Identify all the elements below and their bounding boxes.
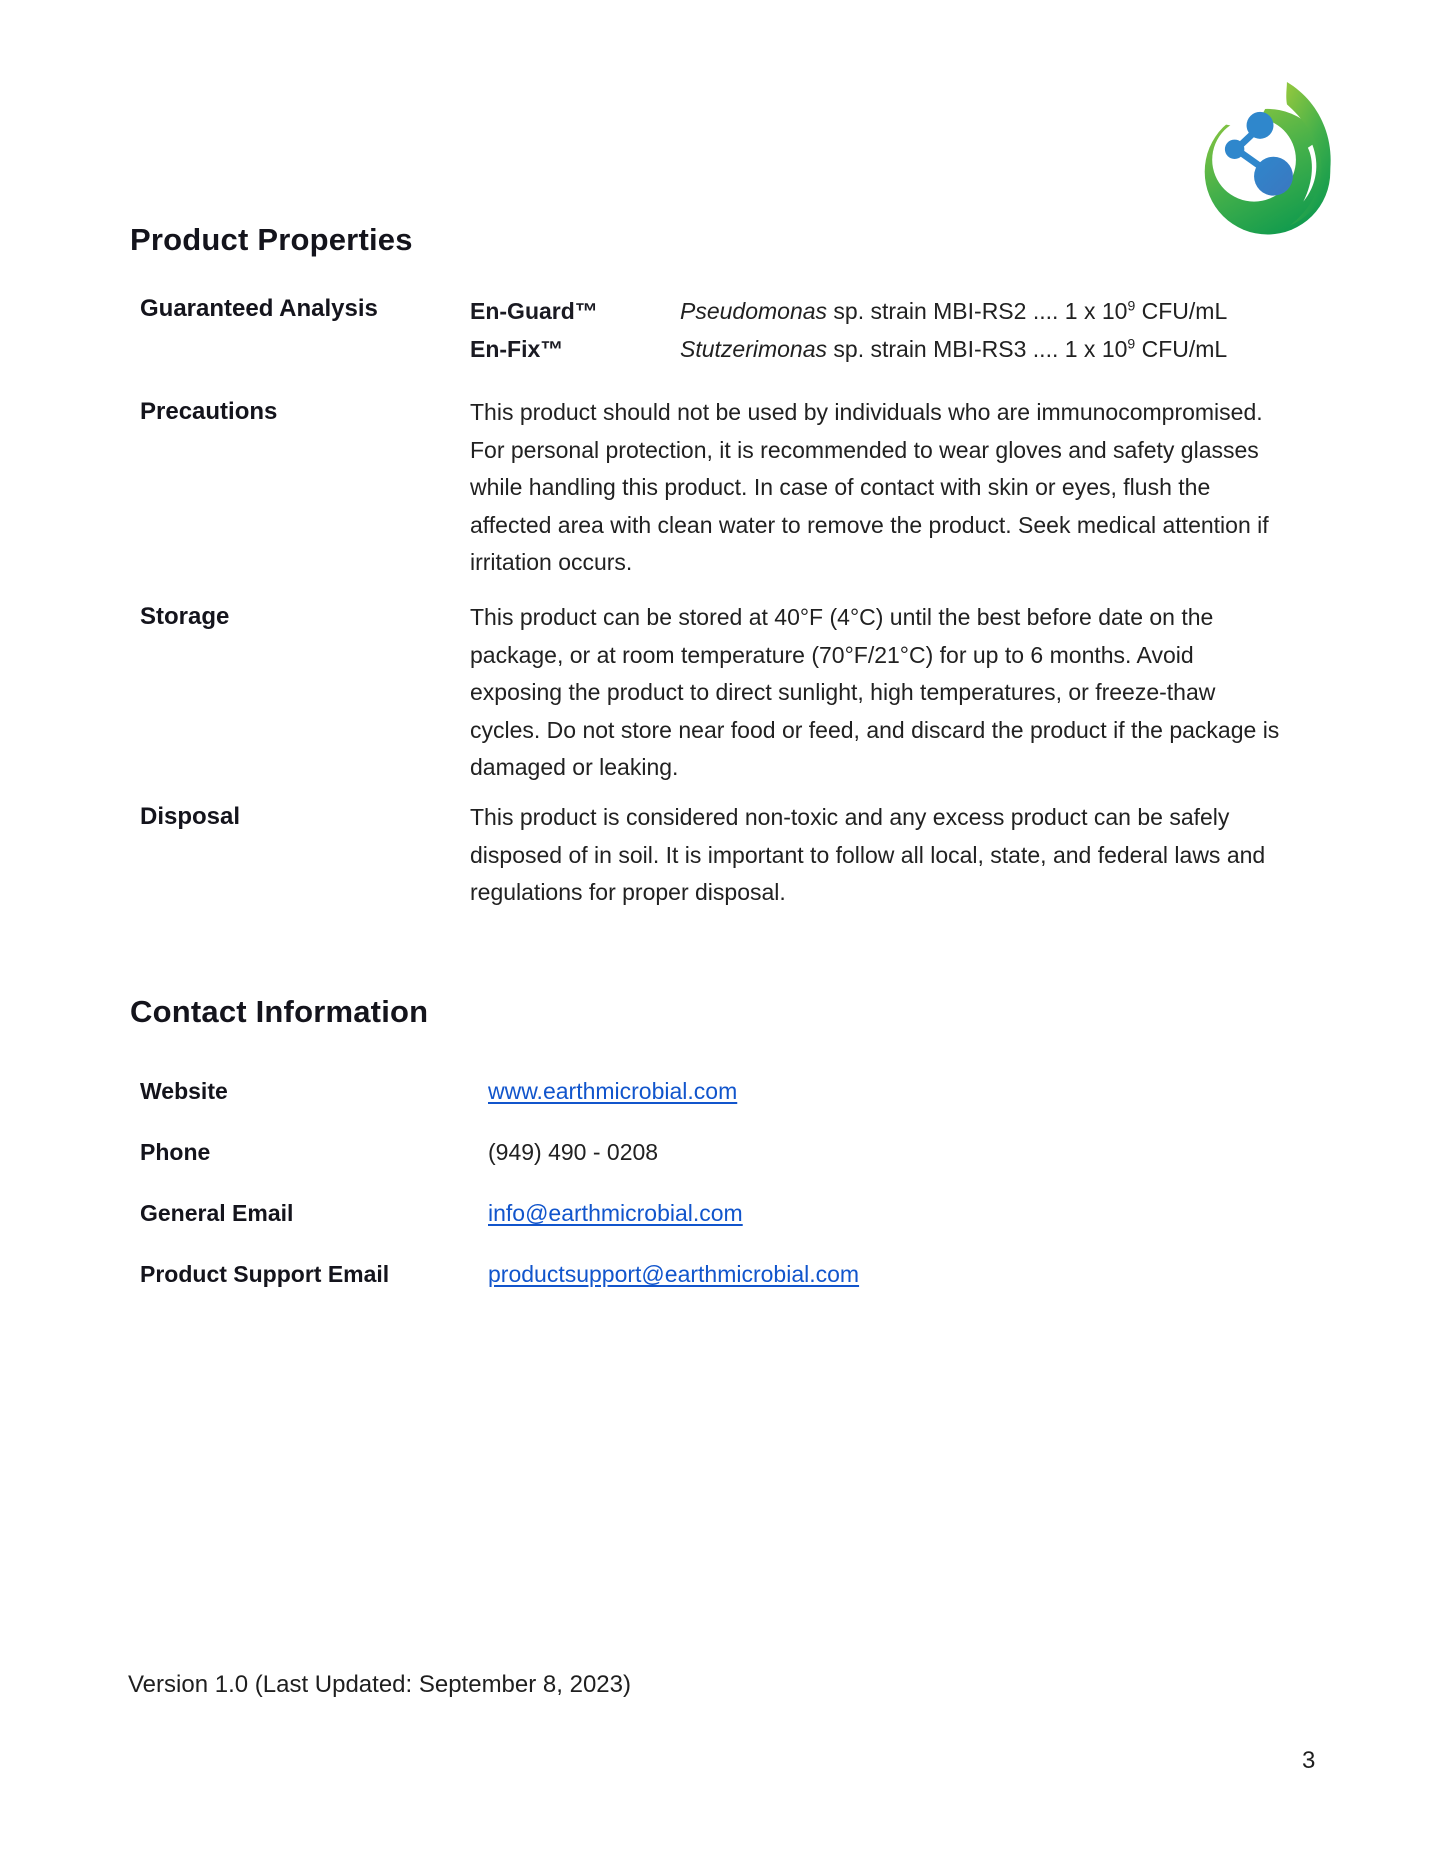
contact-label-website: Website: [140, 1078, 228, 1104]
product-support-email-link[interactable]: productsupport@earthmicrobial.com: [488, 1261, 860, 1287]
unit: CFU/mL: [1135, 298, 1228, 324]
contact-label-product-support-email: Product Support Email: [140, 1261, 390, 1287]
molecule-atom-bottom: [1254, 157, 1293, 196]
trademark-symbol: ™: [574, 298, 598, 324]
section-title-product-properties: Product Properties: [130, 222, 413, 257]
disposal-text: This product is considered non-toxic and any excess product can be safely disposed of in soil. It is important to follow all local, state, and federal laws and regulations for proper disposal.: [470, 804, 1266, 905]
section-title-contact-information: Contact Information: [130, 994, 429, 1029]
strain-details: sp. strain MBI-RS3 .... 1 x 10: [827, 336, 1128, 362]
storage-text: This product can be stored at 40°F (4°C) until the best before date on the package, or at room temperature (70°F/21°C) for up to 6 months. Avoid exposing the product to direct sunlight, high temperatures, or freeze-thaw cycles. Do not store near food or feed, and discard the product if the package is damaged or leaking.: [470, 604, 1280, 780]
trademark-symbol: ™: [540, 336, 564, 362]
molecule-atom-left: [1225, 140, 1244, 159]
guaranteed-analysis-item: [470, 330, 1227, 368]
leaf-drop-molecule-icon: [1194, 82, 1344, 236]
strain-details: sp. strain MBI-RS2 .... 1 x 10: [827, 298, 1128, 324]
product-name: En-Fix™: [470, 336, 564, 362]
precautions-label: Precautions: [140, 398, 278, 425]
version-note: Version 1.0 (Last Updated: September 8, 2023): [128, 1671, 631, 1698]
genus-name: Stutzerimonas: [680, 336, 828, 362]
precautions-text: This product should not be used by individuals who are immunocompromised. For personal protection, it is recommended to wear gloves and safety glasses while handling this product. In case of contact with skin or eyes, flush the affected area with clean water to remove the product. Seek medical attention if irritation occurs.: [470, 399, 1269, 575]
storage-label: Storage: [140, 603, 230, 630]
contact-label-general-email: General Email: [140, 1200, 294, 1226]
general-email-link[interactable]: info@earthmicrobial.com: [488, 1200, 743, 1226]
page-number: 3: [1302, 1747, 1316, 1774]
contact-label-phone: Phone: [140, 1139, 211, 1165]
website-link[interactable]: www.earthmicrobial.com: [488, 1078, 738, 1104]
exponent: 9: [1127, 297, 1136, 314]
company-logo: [1194, 82, 1344, 241]
disposal-label: Disposal: [140, 803, 241, 830]
guaranteed-analysis-values: [470, 292, 1227, 368]
genus-name: Pseudomonas: [680, 298, 828, 324]
unit: CFU/mL: [1135, 336, 1228, 362]
product-name: En-Guard™: [470, 298, 598, 324]
exponent: 9: [1127, 335, 1136, 352]
guaranteed-analysis-item: [470, 292, 1227, 330]
phone-number: (949) 490 - 0208: [488, 1139, 659, 1165]
molecule-atom-top: [1247, 112, 1274, 139]
guaranteed-analysis-label: Guaranteed Analysis: [140, 295, 378, 322]
